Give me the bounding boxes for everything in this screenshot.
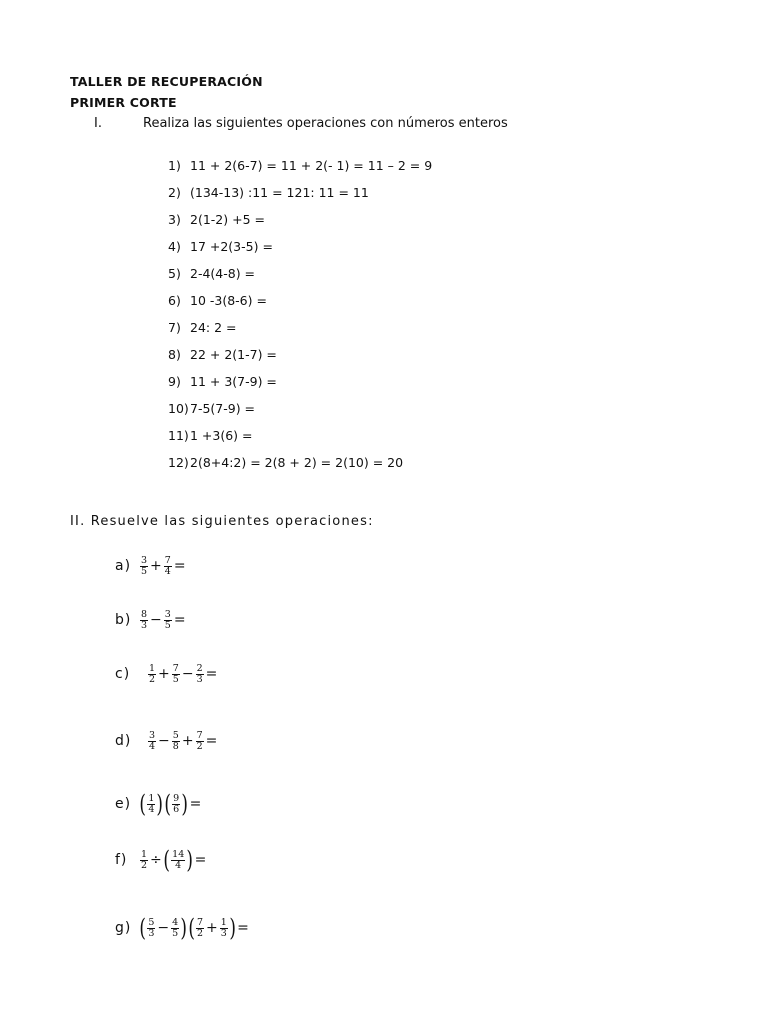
numerator: 5 bbox=[172, 730, 179, 741]
item-expression: 11 + 3(7-9) = bbox=[190, 374, 277, 389]
exercise-label: c) bbox=[115, 666, 131, 683]
fraction-expression bbox=[139, 916, 250, 940]
exercise-label: e) bbox=[115, 796, 132, 812]
list-item bbox=[168, 206, 432, 233]
fraction bbox=[172, 794, 180, 815]
denominator: 2 bbox=[149, 673, 156, 685]
item-expression: 1 +3(6) = bbox=[190, 428, 253, 443]
fraction-exercise-g bbox=[115, 916, 250, 940]
item-number: 10) bbox=[168, 401, 189, 416]
fraction bbox=[171, 850, 185, 871]
operator: + bbox=[158, 666, 170, 683]
item-expression: 24: 2 = bbox=[190, 320, 237, 335]
fraction bbox=[148, 664, 156, 685]
item-expression: 2(1-2) +5 = bbox=[190, 212, 265, 227]
fraction bbox=[172, 664, 180, 685]
operator: + bbox=[181, 733, 194, 750]
fraction bbox=[164, 610, 172, 631]
list-item bbox=[168, 233, 432, 260]
exercise-label: g) bbox=[115, 920, 132, 936]
denominator: 8 bbox=[172, 740, 179, 752]
fraction bbox=[164, 556, 172, 577]
fraction-exercise-c bbox=[115, 664, 218, 685]
numerator: 8 bbox=[141, 609, 148, 620]
fraction bbox=[172, 731, 180, 752]
list-item bbox=[168, 152, 432, 179]
fraction-expression bbox=[139, 610, 187, 631]
numerator: 9 bbox=[173, 792, 180, 804]
numerator: 1 bbox=[148, 792, 155, 804]
numerator: 3 bbox=[149, 730, 156, 741]
denominator: 5 bbox=[172, 927, 179, 939]
item-number: 7) bbox=[168, 320, 181, 335]
numerator: 7 bbox=[164, 555, 171, 566]
item-number: 9) bbox=[168, 374, 181, 389]
numerator: 7 bbox=[172, 663, 179, 674]
item-expression: 11 + 2(6-7) = 11 + 2(- 1) = 11 – 2 = 9 bbox=[190, 158, 433, 173]
fraction-expression bbox=[139, 848, 207, 872]
item-number: 12) bbox=[168, 455, 189, 470]
numerator: 1 bbox=[141, 848, 148, 860]
denominator: 2 bbox=[141, 859, 148, 871]
item-expression: 10 -3(8-6) = bbox=[190, 293, 267, 308]
numerator: 3 bbox=[141, 555, 148, 566]
fraction bbox=[140, 556, 148, 577]
worksheet-title: TALLER DE RECUPERACIÓN bbox=[70, 74, 263, 89]
denominator: 5 bbox=[172, 673, 179, 685]
fraction bbox=[171, 918, 179, 939]
fraction bbox=[196, 664, 204, 685]
item-number: 3) bbox=[168, 212, 181, 227]
operator: − bbox=[150, 612, 162, 629]
numerator: 2 bbox=[196, 663, 203, 674]
denominator: 4 bbox=[149, 740, 156, 752]
item-number: 6) bbox=[168, 293, 181, 308]
exercise-label: d) bbox=[115, 733, 132, 750]
parenthesis: ( bbox=[139, 790, 146, 818]
denominator: 3 bbox=[220, 927, 227, 939]
item-number: 8) bbox=[168, 347, 181, 362]
fraction-exercise-b bbox=[115, 610, 187, 631]
parenthesis: ) bbox=[186, 846, 194, 874]
list-item bbox=[168, 314, 432, 341]
denominator: 6 bbox=[173, 803, 180, 815]
item-expression: 22 + 2(1-7) = bbox=[190, 347, 277, 362]
denominator: 4 bbox=[164, 565, 171, 577]
fraction-expression bbox=[139, 556, 187, 577]
numerator: 1 bbox=[220, 916, 227, 928]
integer-operations-list bbox=[168, 152, 432, 476]
numerator: 5 bbox=[148, 916, 155, 928]
list-item bbox=[168, 368, 432, 395]
fraction-expression bbox=[139, 792, 202, 816]
operator: ÷ bbox=[150, 852, 162, 868]
operator: = bbox=[205, 733, 218, 750]
item-expression: 17 +2(3-5) = bbox=[190, 239, 273, 254]
fraction bbox=[148, 731, 156, 752]
item-expression: 2(8+4:2) = 2(8 + 2) = 2(10) = 20 bbox=[190, 455, 404, 470]
operator: − bbox=[157, 920, 170, 936]
fraction-exercise-d bbox=[115, 731, 218, 752]
denominator: 3 bbox=[141, 619, 148, 631]
item-expression: (134-13) :11 = 121: 11 = 11 bbox=[190, 185, 369, 200]
operator: = bbox=[173, 558, 186, 575]
item-number: 11) bbox=[168, 428, 189, 443]
worksheet-subtitle: PRIMER CORTE bbox=[70, 95, 177, 110]
list-item bbox=[168, 260, 432, 287]
fraction-expression bbox=[147, 731, 218, 752]
numerator: 7 bbox=[196, 730, 203, 741]
fraction-exercise-a bbox=[115, 556, 187, 577]
exercise-label: b) bbox=[115, 612, 132, 629]
list-item bbox=[168, 422, 432, 449]
fraction-exercise-e bbox=[115, 792, 202, 816]
numerator: 1 bbox=[149, 663, 156, 674]
denominator: 5 bbox=[141, 565, 148, 577]
operator: − bbox=[181, 666, 194, 683]
item-number: 2) bbox=[168, 185, 181, 200]
exercise-label: f) bbox=[115, 852, 128, 868]
section-1-number: I. bbox=[94, 116, 102, 131]
denominator: 4 bbox=[148, 803, 155, 815]
list-item bbox=[168, 287, 432, 314]
fraction bbox=[140, 610, 148, 631]
list-item bbox=[168, 395, 432, 422]
parenthesis: ) bbox=[181, 790, 189, 818]
denominator: 4 bbox=[175, 859, 182, 871]
fraction bbox=[140, 850, 148, 871]
fraction bbox=[196, 918, 204, 939]
fraction bbox=[147, 794, 155, 815]
numerator: 7 bbox=[196, 916, 203, 928]
denominator: 3 bbox=[148, 927, 155, 939]
section-1-instruction: Realiza las siguientes operaciones con números enteros bbox=[143, 116, 508, 131]
operator: = bbox=[189, 796, 202, 812]
list-item bbox=[168, 449, 432, 476]
parenthesis: ) bbox=[229, 914, 236, 942]
operator: + bbox=[206, 920, 218, 936]
operator: = bbox=[205, 666, 218, 683]
item-number: 5) bbox=[168, 266, 181, 281]
section-2-instruction: II. Resuelve las siguientes operaciones: bbox=[70, 514, 374, 529]
denominator: 2 bbox=[196, 927, 203, 939]
fraction bbox=[196, 731, 204, 752]
list-item bbox=[168, 179, 432, 206]
operator: + bbox=[150, 558, 162, 575]
fraction bbox=[220, 918, 228, 939]
item-number: 4) bbox=[168, 239, 181, 254]
numerator: 4 bbox=[172, 916, 179, 928]
item-number: 1) bbox=[168, 158, 181, 173]
parenthesis: ( bbox=[164, 790, 171, 818]
exercise-label: a) bbox=[115, 558, 132, 575]
denominator: 5 bbox=[164, 619, 171, 631]
operator: = bbox=[173, 612, 186, 629]
parenthesis: ) bbox=[180, 914, 188, 942]
numerator: 14 bbox=[172, 848, 185, 860]
operator: = bbox=[237, 920, 249, 936]
denominator: 3 bbox=[196, 673, 203, 685]
operator: = bbox=[194, 852, 207, 868]
operator: − bbox=[158, 733, 170, 750]
fraction-expression bbox=[147, 664, 218, 685]
item-expression: 2-4(4-8) = bbox=[190, 266, 256, 281]
list-item bbox=[168, 341, 432, 368]
fraction bbox=[147, 918, 155, 939]
item-expression: 7-5(7-9) = bbox=[190, 401, 256, 416]
fraction-exercise-f bbox=[115, 848, 207, 872]
denominator: 2 bbox=[196, 740, 203, 752]
parenthesis: ) bbox=[156, 790, 164, 818]
parenthesis: ( bbox=[139, 914, 146, 942]
parenthesis: ( bbox=[163, 846, 170, 874]
parenthesis: ( bbox=[187, 914, 195, 942]
numerator: 3 bbox=[164, 609, 171, 620]
